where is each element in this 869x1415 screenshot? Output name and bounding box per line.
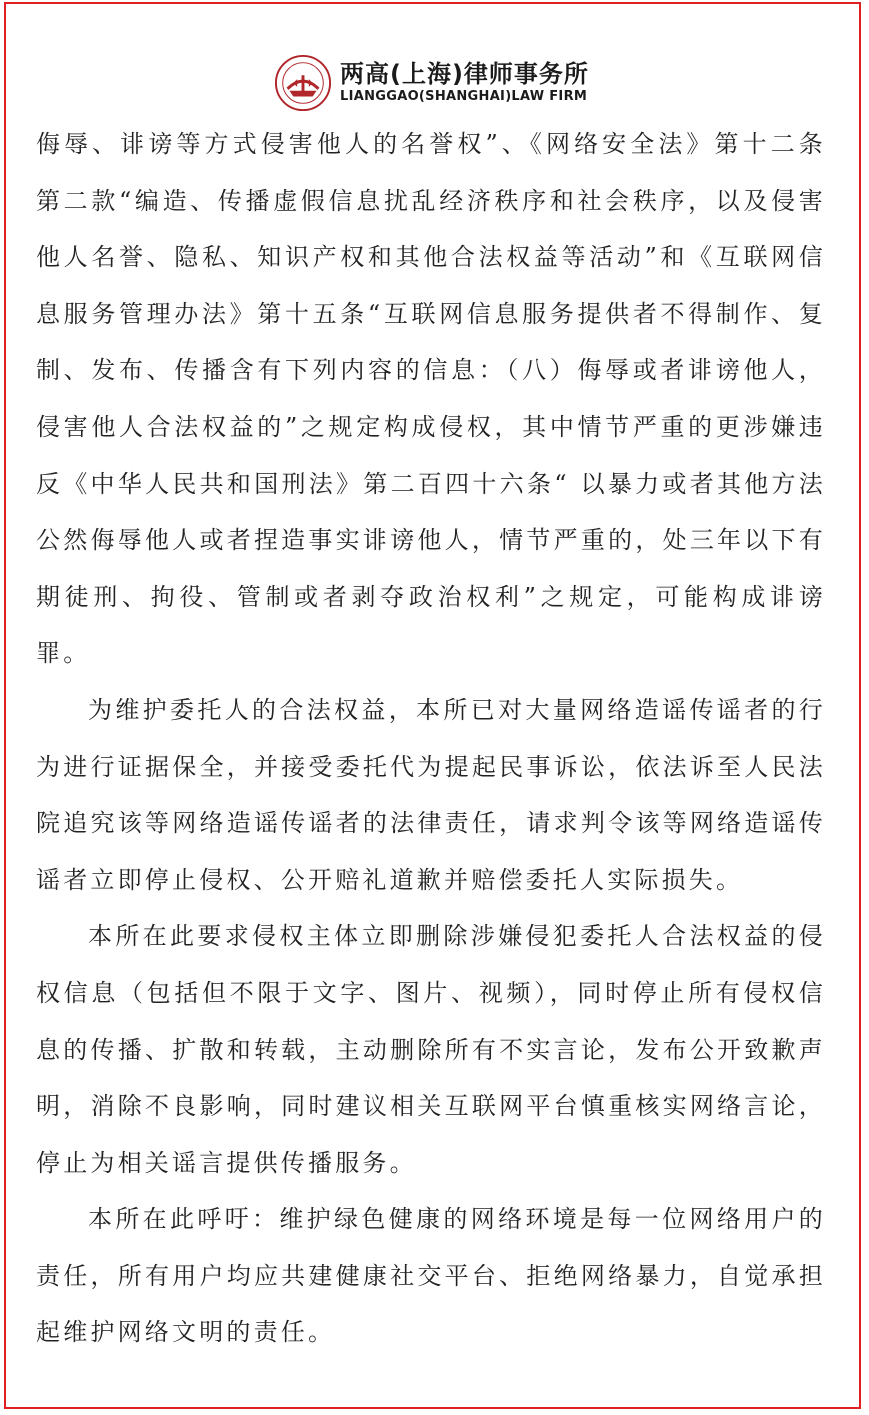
paragraph-2: 为维护委托人的合法权益，本所已对大量网络造谣传谣者的行为进行证据保全，并接受委托代为提起民事诉讼，依法诉至人民法院追究该等网络造谣传谣者的法律责任，请求判令该等网络造谣传谣者立即停止侵权、公开赔礼道歉并赔偿委托人实际损失。 xyxy=(36,695,826,894)
paragraph-4: 本所在此呼吁：维护绿色健康的网络环境是每一位网络用户的责任，所有用户均应共建健康社交平台、拒绝网络暴力，自觉承担起维护网络文明的责任。 xyxy=(36,1205,826,1347)
document-body xyxy=(36,116,826,1361)
law-firm-logo-icon xyxy=(274,54,332,112)
paragraph-3: 本所在此要求侵权主体立即删除涉嫌侵犯委托人合法权益的侵权信息（包括但不限于文字、图片、视频），同时停止所有侵权信息的传播、扩散和转载，主动删除所有不实言论，发布公开致歉声明，消除不良影响，同时建议相关互联网平台慎重核实网络言论，停止为相关谣言提供传播服务。 xyxy=(36,922,826,1177)
paragraph-1: 侮辱、诽谤等方式侵害他人的名誉权”、《网络安全法》第十二条第二款“编造、传播虚假信息扰乱经济秩序和社会秩序，以及侵害他人名誉、隐私、知识产权和其他合法权益等活动”和《互联网信息服务管理办法》第十五条“互联网信息服务提供者不得制作、复制、发布、传播含有下列内容的信息：（八）侮辱或者诽谤他人，侵害他人合法权益的”之规定构成侵权，其中情节严重的更涉嫌违反《中华人民共和国刑法》第二百四十六条“ 以暴力或者其他方法公然侮辱他人或者捏造事实诽谤他人，情节严重的，处三年以下有期徒刑、拘役、管制或者剥夺政治权利”之规定，可能构成诽谤罪。 xyxy=(36,130,826,668)
letterhead xyxy=(274,54,589,112)
firm-name-cn: 两高(上海)律师事务所 xyxy=(340,60,589,88)
firm-name-en: LIANGGAO(SHANGHAI)LAW FIRM xyxy=(340,89,588,104)
